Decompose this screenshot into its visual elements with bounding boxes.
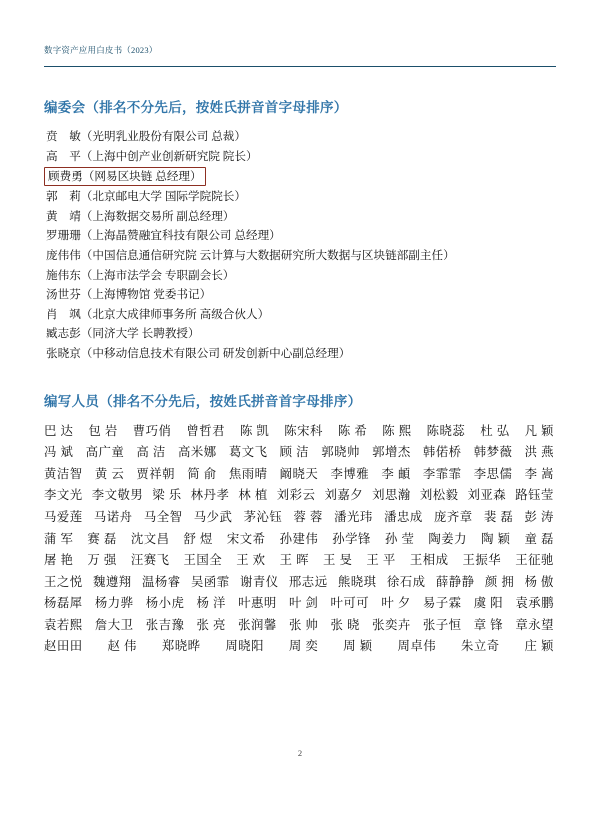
writer-name: 叶惠明 xyxy=(238,596,277,611)
writer-name: 马少武 xyxy=(193,509,233,524)
writer-row xyxy=(44,421,556,443)
writer-name: 刘亚森 xyxy=(467,488,507,503)
writer-name: 曾哲君 xyxy=(186,423,225,438)
editorial-board-title: 编委会（排名不分先后，按姓氏拼音首字母排序） xyxy=(44,100,348,115)
writer-name: 蒲 军 xyxy=(44,531,74,546)
writer-row xyxy=(44,636,556,658)
writer-name: 路钰莹 xyxy=(515,488,554,503)
editor-entry: 施伟东（上海市法学会 专职副会长） xyxy=(46,268,235,282)
editor-entry-highlight-wrap xyxy=(44,166,556,187)
writer-row xyxy=(44,572,556,594)
writer-name: 曹巧俏 xyxy=(132,423,172,438)
writer-name: 林丹孝 xyxy=(190,488,230,503)
writer-row xyxy=(44,550,556,572)
writer-name: 杨小虎 xyxy=(145,596,185,611)
writer-name: 高 洁 xyxy=(136,445,166,460)
writer-name: 高米娜 xyxy=(177,445,217,460)
editor-entry: 肖 飒（北京大成律师事务所 高级合伙人） xyxy=(46,307,270,321)
writer-name: 王相成 xyxy=(409,553,449,568)
editor-entry: 臧志彭（同济大学 长聘教授） xyxy=(46,327,200,341)
writer-name: 吴函霏 xyxy=(190,574,230,589)
writer-row xyxy=(44,507,556,529)
writer-name: 宋文希 xyxy=(226,531,266,546)
writer-name: 屠 艳 xyxy=(44,553,74,568)
writer-name: 王 平 xyxy=(366,553,396,568)
writer-row xyxy=(44,529,556,551)
writer-name: 张吉豫 xyxy=(145,617,185,632)
writer-name: 马诺舟 xyxy=(93,509,133,524)
writer-name: 赵 伟 xyxy=(107,639,137,654)
writer-name: 刘思瀚 xyxy=(372,488,411,503)
writer-name: 郑晓晔 xyxy=(161,639,201,654)
writer-name: 阚晓天 xyxy=(279,466,319,481)
writer-name: 张奕卉 xyxy=(372,617,411,632)
writer-row xyxy=(44,442,556,464)
writer-name: 童 磊 xyxy=(524,531,554,546)
writer-name: 王 晖 xyxy=(279,553,309,568)
editor-entry: 高 平（上海中创产业创新研究院 院长） xyxy=(46,149,258,163)
editor-entry: 黄 靖（上海数据交易所 副总经理） xyxy=(46,209,235,223)
writer-name: 张润馨 xyxy=(238,617,277,632)
page-content xyxy=(44,96,556,658)
editor-entry: 庞伟伟（中国信息通信研究院 云计算与大数据研究所大数据与区块链部副主任） xyxy=(46,248,455,262)
writer-name: 陈晓蕊 xyxy=(426,423,466,438)
writer-name: 梁 乐 xyxy=(152,488,182,503)
writer-name: 凡 颖 xyxy=(524,423,554,438)
writer-row xyxy=(44,485,556,507)
writer-name: 茅沁钰 xyxy=(243,509,283,524)
writer-name: 章永望 xyxy=(515,617,554,632)
writer-name: 易子霖 xyxy=(422,596,462,611)
writer-name: 周 奕 xyxy=(288,639,319,654)
writer-name: 舒 煜 xyxy=(183,531,213,546)
writer-name: 李文光 xyxy=(44,488,83,503)
writer-name: 杜 弘 xyxy=(480,423,510,438)
writer-name: 蓉 蓉 xyxy=(293,509,323,524)
writer-name: 韩梦薇 xyxy=(473,445,513,460)
writer-name: 孙建伟 xyxy=(279,531,319,546)
writer-name: 张 亮 xyxy=(196,617,226,632)
writer-name: 周 颖 xyxy=(343,639,373,654)
writer-name: 熊晓琪 xyxy=(337,574,377,589)
writer-name: 孙学锋 xyxy=(332,531,371,546)
editor-entry: 郭 莉（北京邮电大学 国际学院院长） xyxy=(46,190,246,204)
writer-name: 叶 剑 xyxy=(288,596,319,611)
writer-name: 王 欢 xyxy=(236,553,266,568)
editorial-board-list xyxy=(44,127,556,364)
writer-row xyxy=(44,593,556,615)
editor-entry: 汤世芬（上海博物馆 党委书记） xyxy=(46,288,212,302)
writer-name: 章 锋 xyxy=(473,617,504,632)
page-number: 2 xyxy=(297,748,303,758)
writers-title: 编写人员（排名不分先后，按姓氏拼音首字母排序） xyxy=(44,393,362,409)
editor-entry: 贲 敏（光明乳业股份有限公司 总裁） xyxy=(46,130,246,143)
writer-name: 孙 莹 xyxy=(384,531,415,546)
writer-name: 李 嵩 xyxy=(524,466,554,481)
writer-name: 薛静静 xyxy=(435,574,475,589)
writer-name: 杨磊犀 xyxy=(44,596,83,611)
writer-name: 黄洁智 xyxy=(44,466,83,481)
writer-name: 张子恒 xyxy=(422,617,462,632)
writer-name: 周卓伟 xyxy=(397,639,437,654)
writer-row xyxy=(44,464,556,486)
writer-name: 李思儒 xyxy=(473,466,513,481)
writer-name: 陈 凯 xyxy=(239,423,270,438)
writer-name: 焦雨晴 xyxy=(228,466,268,481)
writer-name: 冯 斌 xyxy=(44,445,74,460)
writer-name: 袁若熙 xyxy=(44,617,83,632)
writer-name: 贾祥朝 xyxy=(136,466,176,481)
writer-name: 陈 希 xyxy=(337,423,368,438)
editor-entry-highlighted: 顾费勇（网易区块链 总经理） xyxy=(44,167,206,186)
page-header xyxy=(44,44,556,56)
writer-name: 顾 洁 xyxy=(279,445,310,460)
editor-entry: 罗珊珊（上海晶赞融宜科技有限公司 总经理） xyxy=(46,229,281,243)
writer-name: 王 旻 xyxy=(323,553,353,568)
writer-name: 庄 颖 xyxy=(524,639,554,654)
writer-name: 陈 熙 xyxy=(382,423,412,438)
writer-name: 徐石成 xyxy=(386,574,426,589)
writer-name: 袁承鹏 xyxy=(515,596,554,611)
writer-name: 潘光玮 xyxy=(334,509,373,524)
writer-name: 刘嘉夕 xyxy=(324,488,364,503)
writer-name: 谢青仪 xyxy=(239,574,279,589)
writer-name: 王国全 xyxy=(183,553,223,568)
writer-name: 赵田田 xyxy=(44,639,83,654)
running-title: 数字资产应用白皮书（2023） xyxy=(44,45,158,55)
writer-name: 裴 磊 xyxy=(483,509,514,524)
writer-name: 陶 颖 xyxy=(481,531,511,546)
writer-name: 李霏霏 xyxy=(422,466,462,481)
writer-name: 葛文飞 xyxy=(228,445,268,460)
writer-name: 刘彩云 xyxy=(276,488,316,503)
writer-name: 温杨睿 xyxy=(141,574,181,589)
writer-name: 邢志远 xyxy=(288,574,328,589)
writer-name: 张 帅 xyxy=(288,617,319,632)
writer-name: 王之悦 xyxy=(44,574,83,589)
header-divider xyxy=(44,66,556,67)
writer-name: 杨 洋 xyxy=(196,596,226,611)
writer-name: 包 岩 xyxy=(88,423,118,438)
writers-list xyxy=(44,421,556,659)
writer-name: 叶可可 xyxy=(330,596,370,611)
writer-name: 叶 夕 xyxy=(381,596,411,611)
writer-name: 万 强 xyxy=(87,553,117,568)
writer-name: 黄 云 xyxy=(94,466,125,481)
writer-name: 李博雅 xyxy=(330,466,370,481)
writer-name: 王征驰 xyxy=(515,553,554,568)
writer-name: 马爱莲 xyxy=(44,509,83,524)
writer-name: 虞 阳 xyxy=(473,596,504,611)
writer-name: 沈文昌 xyxy=(130,531,170,546)
writer-name: 高广童 xyxy=(85,445,125,460)
writer-name: 郭晓帅 xyxy=(321,445,360,460)
writer-name: 洪 燕 xyxy=(524,445,554,460)
writer-name: 简 俞 xyxy=(187,466,217,481)
writer-name: 詹大卫 xyxy=(94,617,134,632)
writer-name: 魏遵翔 xyxy=(92,574,132,589)
writer-name: 郭增杰 xyxy=(372,445,411,460)
writer-name: 杨 傲 xyxy=(524,574,554,589)
writer-name: 李 頔 xyxy=(381,466,411,481)
writer-name: 汪赛飞 xyxy=(130,553,170,568)
writer-name: 周晓阳 xyxy=(225,639,265,654)
writer-name: 林 植 xyxy=(238,488,268,503)
writer-name: 颜 拥 xyxy=(484,574,515,589)
writer-name: 赛 磊 xyxy=(87,531,117,546)
writer-name: 李文敬男 xyxy=(91,488,144,503)
writer-name: 朱立奇 xyxy=(460,639,500,654)
writer-name: 彭 涛 xyxy=(524,509,554,524)
writer-name: 巴 达 xyxy=(44,423,74,438)
writer-name: 马全智 xyxy=(143,509,183,524)
writer-name: 陈宋科 xyxy=(284,423,323,438)
writer-name: 刘松毅 xyxy=(419,488,459,503)
writer-name: 庞齐章 xyxy=(433,509,473,524)
writer-name: 杨力骅 xyxy=(94,596,134,611)
editor-entry: 张晓京（中移动信息技术有限公司 研发创新中心副总经理） xyxy=(46,346,351,360)
writer-name: 王振华 xyxy=(462,553,502,568)
writer-name: 陶姜力 xyxy=(428,531,468,546)
writer-name: 张 晓 xyxy=(330,617,360,632)
writer-name: 潘忠成 xyxy=(384,509,423,524)
writer-name: 韩偌桥 xyxy=(422,445,462,460)
writer-row xyxy=(44,615,556,637)
